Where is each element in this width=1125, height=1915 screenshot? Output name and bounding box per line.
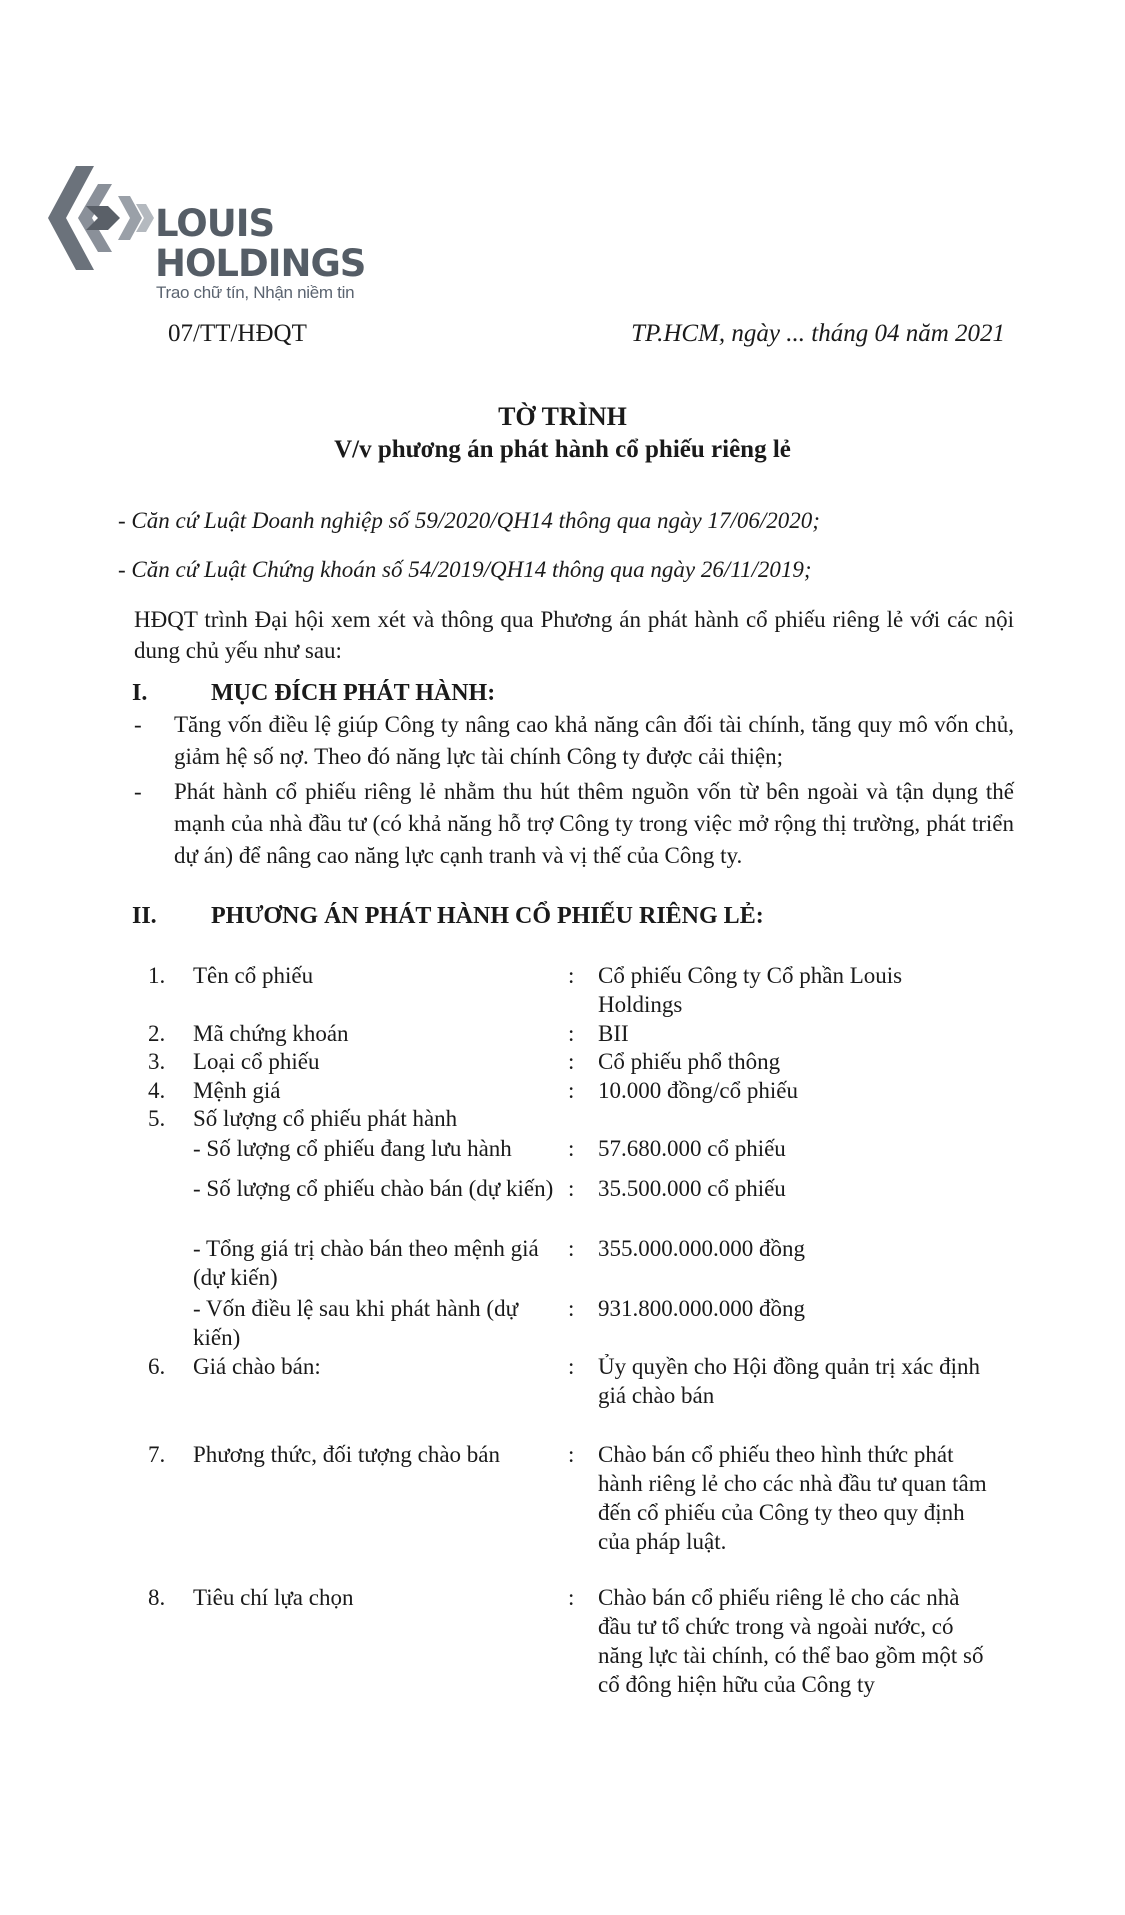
- bullet-text: Tăng vốn điều lệ giúp Công ty nâng cao khả năng cân đối tài chính, tăng quy mô vốn chủ, giảm hệ số nợ. Theo đó năng lực tài chính Công ty được cải thiện;: [174, 712, 1014, 769]
- row-label: - Số lượng cổ phiếu đang lưu hành: [193, 1136, 512, 1161]
- logo-line-2: HOLDINGS: [155, 242, 366, 285]
- intro-paragraph: [134, 604, 1014, 666]
- row-colon: :: [568, 1176, 575, 1201]
- row-number: 5.: [148, 1106, 166, 1131]
- row-label: Phương thức, đối tượng chào bán: [193, 1442, 501, 1467]
- row-value: 10.000 đồng/cổ phiếu: [598, 1078, 798, 1103]
- row-colon: :: [568, 1354, 575, 1379]
- row-label: Tên cổ phiếu: [193, 963, 314, 988]
- row-label: Mã chứng khoán: [193, 1021, 349, 1046]
- row-value: Cổ phiếu phổ thông: [598, 1049, 781, 1074]
- row-value: Ủy quyền cho Hội đồng quản trị xác định giá chào bán: [598, 1354, 980, 1408]
- section-number: II.: [132, 903, 157, 929]
- row-colon: :: [568, 1442, 575, 1467]
- row-value: Chào bán cổ phiếu theo hình thức phát hành riêng lẻ cho các nhà đầu tư quan tâm đến cổ phiếu của Công ty theo quy định của pháp luật.: [598, 1442, 987, 1554]
- row-label: Loại cổ phiếu: [193, 1049, 320, 1074]
- bullet-text: Phát hành cổ phiếu riêng lẻ nhằm thu hút thêm nguồn vốn từ bên ngoài và tận dụng thế mạnh của nhà đầu tư (có khả năng hỗ trợ Công ty trong việc mở rộng thị trường, phát triển dự án) để nâng cao năng lực cạnh tranh và vị thế của Công ty.: [174, 779, 1014, 868]
- row-label: Tiêu chí lựa chọn: [193, 1585, 354, 1610]
- intro-text: HĐQT trình Đại hội xem xét và thông qua Phương án phát hành cổ phiếu riêng lẻ với các nội dung chủ yếu như sau:: [134, 607, 1014, 663]
- basis-line: - Căn cứ Luật Doanh nghiệp số 59/2020/QH14 thông qua ngày 17/06/2020;: [118, 508, 820, 533]
- document-title: TỜ TRÌNH: [498, 402, 627, 431]
- row-number: 3.: [148, 1049, 166, 1074]
- section-title: PHƯƠNG ÁN PHÁT HÀNH CỔ PHIẾU RIÊNG LẺ:: [211, 903, 764, 929]
- row-number: 6.: [148, 1354, 166, 1379]
- row-value: 35.500.000 cổ phiếu: [598, 1176, 786, 1201]
- row-label: Số lượng cổ phiếu phát hành: [193, 1106, 458, 1131]
- basis-line: - Căn cứ Luật Chứng khoán số 54/2019/QH14 thông qua ngày 26/11/2019;: [118, 557, 812, 582]
- row-number: 8.: [148, 1585, 166, 1610]
- company-logo-mark: [46, 166, 156, 270]
- logo-tagline: Trao chữ tín, Nhận niềm tin: [156, 283, 355, 302]
- row-number: 1.: [148, 963, 166, 988]
- row-colon: :: [568, 1236, 575, 1261]
- row-value: Chào bán cổ phiếu riêng lẻ cho các nhà đầu tư tổ chức trong và ngoài nước, có năng lực tài chính, có thể bao gồm một số cổ đông hiện hữu của Công ty: [598, 1585, 984, 1697]
- row-number: 2.: [148, 1021, 166, 1046]
- row-value: 931.800.000.000 đồng: [598, 1296, 805, 1321]
- row-label: Mệnh giá: [193, 1078, 281, 1103]
- list-item: - Tăng vốn điều lệ giúp Công ty nâng cao khả năng cân đối tài chính, tăng quy mô vốn chủ, giảm hệ số nợ. Theo đó năng lực tài chính Công ty được cải thiện;: [134, 709, 1014, 773]
- row-value: 57.680.000 cổ phiếu: [598, 1136, 786, 1161]
- section-2-heading: [132, 903, 764, 930]
- row-label: - Vốn điều lệ sau khi phát hành (dự kiến): [193, 1296, 519, 1350]
- row-number: 7.: [148, 1442, 166, 1467]
- row-value: Cổ phiếu Công ty Cổ phần Louis Holdings: [598, 963, 903, 1017]
- document-date: TP.HCM, ngày ... tháng 04 năm 2021: [631, 320, 1005, 347]
- row-colon: :: [568, 963, 575, 988]
- row-number: 4.: [148, 1078, 166, 1103]
- section-1-heading: [132, 680, 495, 707]
- row-colon: :: [568, 1049, 575, 1074]
- document-subject: V/v phương án phát hành cổ phiếu riêng lẻ: [334, 436, 791, 463]
- section-title: MỤC ĐÍCH PHÁT HÀNH:: [211, 680, 496, 706]
- row-colon: :: [568, 1585, 575, 1610]
- row-label: - Số lượng cổ phiếu chào bán (dự kiến): [193, 1176, 554, 1201]
- row-label: - Tổng giá trị chào bán theo mệnh giá (dự kiến): [193, 1236, 539, 1290]
- logo-line-1: LOUIS: [155, 202, 275, 245]
- row-label: Giá chào bán:: [193, 1354, 321, 1379]
- row-colon: :: [568, 1296, 575, 1321]
- row-value: BII: [598, 1021, 629, 1046]
- row-colon: :: [568, 1136, 575, 1161]
- row-colon: :: [568, 1078, 575, 1103]
- document-number: 07/TT/HĐQT: [168, 320, 307, 347]
- row-colon: :: [568, 1021, 575, 1046]
- list-item: - Phát hành cổ phiếu riêng lẻ nhằm thu hút thêm nguồn vốn từ bên ngoài và tận dụng thế mạnh của nhà đầu tư (có khả năng hỗ trợ Công ty trong việc mở rộng thị trường, phát triển dự án) để nâng cao năng lực cạnh tranh và vị thế của Công ty.: [134, 776, 1014, 872]
- row-value: 355.000.000.000 đồng: [598, 1236, 805, 1261]
- section-number: I.: [132, 680, 148, 706]
- company-logo-wordmark: [155, 204, 365, 284]
